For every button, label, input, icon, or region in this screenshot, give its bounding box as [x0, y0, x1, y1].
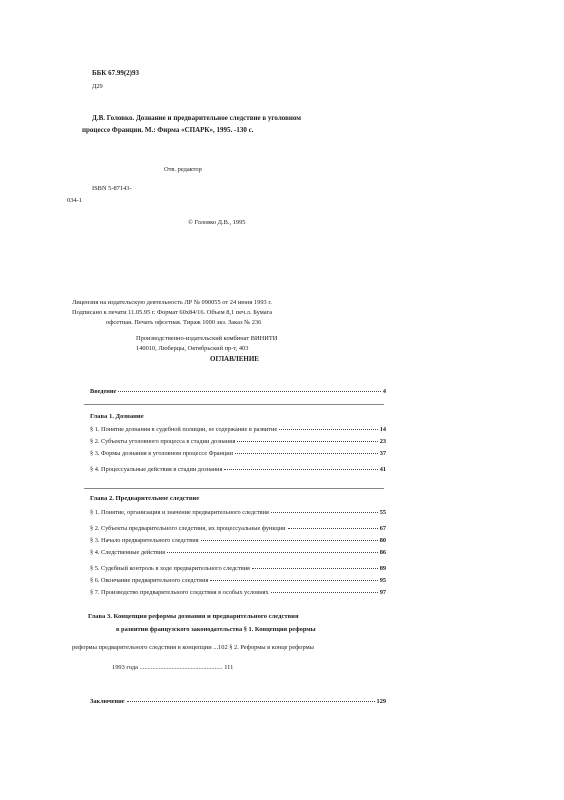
chapter-3-line-2: в развитии французского законодательства § 1. Концепция реформы: [116, 626, 316, 633]
chapter-3-line-1: Глава 3. Концепция реформы дознания и предварительного следствия: [88, 613, 299, 620]
toc-item-page: 80: [379, 537, 386, 544]
toc-item-label: § 2. Субъекты предварительного следствия, их процессуальные функции: [90, 525, 286, 532]
imprint-line-1: Лицензия на издательскую деятельность ЛР № 090055 от 24 июня 1993 г.: [72, 299, 272, 306]
toc-intro-label: Введение: [90, 388, 117, 395]
toc-item-page: 55: [379, 509, 386, 516]
toc-item-label: § 5. Судебный контроль в ходе предварительного следствия: [90, 565, 250, 572]
toc-conclusion-page: 129: [376, 698, 386, 705]
toc-item-page: 41: [379, 466, 386, 473]
toc-item: [90, 565, 386, 572]
toc-conclusion-label: Заключение: [90, 698, 125, 705]
chapter-3-line-3: реформы предварительного следствия в концепции ...102 § 2. Реформы в конце реформы: [72, 644, 314, 651]
dot-leader: [279, 429, 378, 430]
bbk-code: ББК 67.99(2)93: [92, 69, 139, 77]
toc-item: [90, 509, 386, 516]
dot-leader: [288, 528, 378, 529]
toc-item: [90, 525, 386, 532]
dot-leader: [271, 512, 378, 513]
udk-code: Д29: [92, 83, 103, 90]
dot-leader: [237, 441, 377, 442]
toc-item-page: 37: [379, 450, 386, 457]
toc-intro-row: [90, 388, 386, 395]
toc-item-label: § 3. Начало предварительного следствия: [90, 537, 199, 544]
toc-item: [90, 466, 386, 473]
dot-leader: [127, 701, 375, 702]
toc-item: [90, 537, 386, 544]
dot-leader: [118, 391, 381, 392]
toc-item: [90, 589, 386, 596]
isbn-line-2: 034-1: [67, 197, 82, 204]
dot-leader: [252, 568, 378, 569]
toc-item-page: 97: [379, 589, 386, 596]
toc-item-page: 95: [379, 577, 386, 584]
copyright-line: © Головко Д.В., 1995: [188, 219, 246, 226]
toc-item-page: 89: [379, 565, 386, 572]
citation-line-2: процессе Франции. М.: Фирма «СПАРК», 1995. -130 с.: [82, 126, 254, 134]
toc-item: [90, 438, 386, 445]
toc-item-page: 23: [379, 438, 386, 445]
toc-item-label: § 4. Процессуальные действия в стадии дознания: [90, 466, 223, 473]
toc-item: [90, 450, 386, 457]
toc-item-page: 67: [379, 525, 386, 532]
dot-leader: [201, 540, 378, 541]
toc-item-page: 14: [379, 426, 386, 433]
toc-item: [90, 577, 386, 584]
toc-item-label: § 4. Следственные действия: [90, 549, 166, 556]
isbn-line-1: ISBN 5-87143-: [92, 185, 132, 192]
imprint-line-4: Производственно-издательский комбинат ВИНИТИ: [136, 335, 278, 342]
citation-line-1: Д.В. Головко. Дознание и предварительное следствие в уголовном: [92, 114, 302, 122]
toc-item-label: § 2. Субъекты уголовного процесса в стадии дознания: [90, 438, 236, 445]
toc-item-label: § 6. Окончание предварительного следствия: [90, 577, 209, 584]
chapter-1-rule: [84, 404, 384, 405]
toc-item: [90, 426, 386, 433]
toc-item-label: § 7. Производство предварительного следствия в особых условиях: [90, 589, 269, 596]
toc-intro-page: 4: [382, 388, 386, 395]
toc-item-label: § 1. Понятие, организация и значение предварительного следствия: [90, 509, 269, 516]
chapter-1-title: Глава 1. Дознание: [90, 413, 144, 420]
toc-item-label: § 1. Понятие дознания в судебной полиции, ее содержание в развитие: [90, 426, 278, 433]
imprint-line-3: офсетная. Печать офсетная. Тираж 1000 экз. Заказ № 236: [106, 319, 262, 326]
imprint-line-5: 140010, Люберцы, Октябрьский пр-т, 403: [136, 345, 249, 352]
toc-item-page: 86: [379, 549, 386, 556]
dot-leader: [167, 552, 378, 553]
chapter-3-line-4: 1993 года .................................................... 111: [112, 664, 234, 671]
responsible-editor: Отв. редактор: [164, 166, 202, 173]
toc-item-label: § 3. Формы дознания в уголовном процессе Франции: [90, 450, 234, 457]
dot-leader: [271, 592, 378, 593]
chapter-2-rule: [84, 488, 384, 489]
toc-item: [90, 549, 386, 556]
dot-leader: [224, 469, 377, 470]
toc-conclusion-row: [90, 698, 386, 705]
dot-leader: [235, 453, 378, 454]
contents-heading: ОГЛАВЛЕНИЕ: [210, 355, 259, 363]
chapter-2-title: Глава 2. Предварительное следствие: [90, 495, 200, 502]
imprint-line-2: Подписано к печати 11.05.95 г. Формат 60х84/16. Объем 8,1 печ.л. Бумага: [72, 309, 273, 316]
dot-leader: [210, 580, 377, 581]
